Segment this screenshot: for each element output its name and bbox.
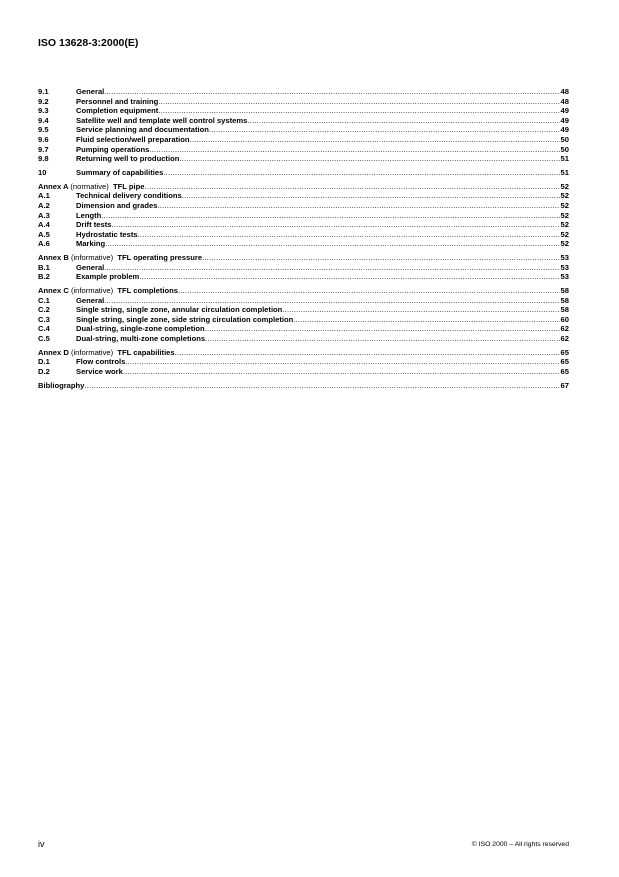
toc-title: Completion equipment [76, 106, 159, 116]
toc-number: A.6 [38, 239, 50, 249]
toc-number: 9.4 [38, 115, 49, 125]
toc-number: 9.2 [38, 96, 49, 106]
toc-number: A.3 [38, 210, 50, 220]
toc-entry[interactable] [38, 334, 569, 344]
toc-title: Single string, single zone, annular circulation completion [76, 305, 283, 315]
toc-entry[interactable] [38, 201, 569, 211]
toc-title: Service work [76, 366, 123, 376]
toc-title: Dual-string, multi-zone completions [76, 334, 206, 343]
toc-title: Dimension and grades [76, 200, 158, 210]
toc-title: Example problem [76, 272, 140, 282]
toc-page: 52 [560, 200, 569, 210]
toc-entry[interactable] [38, 154, 569, 164]
toc-title: Fluid selection/well preparation [76, 134, 190, 144]
toc-page: 58 [560, 305, 569, 315]
toc-entry[interactable] [38, 263, 569, 273]
toc-title: TFL capabilities [117, 347, 175, 357]
toc-page: 48 [560, 96, 569, 106]
toc-page: 53 [560, 272, 569, 282]
toc-page: 65 [560, 366, 569, 376]
toc-page: 58 [560, 286, 569, 296]
toc-number: 9.3 [38, 106, 49, 116]
toc-number: B.1 [38, 262, 50, 272]
toc-page: 52 [560, 181, 569, 191]
toc-title: Length [76, 210, 102, 220]
toc-annex-entry[interactable] [38, 348, 569, 358]
toc-number: C.4 [38, 324, 50, 334]
toc-page: 51 [560, 167, 569, 177]
toc-entry[interactable] [38, 87, 569, 97]
toc-title: Satellite well and template well control systems [76, 115, 248, 125]
annex-qualifier: (informative) [70, 347, 114, 357]
toc-title: General [76, 295, 105, 305]
toc-title: Personnel and training [76, 96, 159, 106]
toc-number: C.1 [38, 295, 50, 305]
toc-entry[interactable] [38, 125, 569, 135]
toc-page: 53 [560, 253, 569, 263]
toc-entry[interactable] [38, 116, 569, 126]
toc-page: 58 [560, 295, 569, 305]
toc-title: Pumping operations [76, 144, 150, 154]
toc-page: 50 [560, 134, 569, 144]
toc-page: 62 [560, 334, 569, 343]
toc-title: General [76, 262, 105, 272]
toc-page: 67 [560, 380, 569, 390]
annex-label: Annex D [38, 347, 69, 357]
toc-title: Single string, single zone, side string circulation completion [76, 314, 294, 324]
toc-page: 49 [560, 115, 569, 125]
annex-label: Annex A [38, 181, 69, 191]
toc-title: TFL pipe [113, 181, 145, 191]
annex-label: Annex C [38, 286, 69, 296]
toc-page: 51 [560, 154, 569, 164]
annex-qualifier: (informative) [70, 286, 114, 296]
toc-entry[interactable] [38, 239, 569, 249]
toc-entry[interactable] [38, 220, 569, 230]
toc-entry[interactable] [38, 211, 569, 221]
toc-page: 50 [560, 144, 569, 154]
toc-entry[interactable] [38, 191, 569, 201]
toc-entry[interactable] [38, 315, 569, 325]
toc-entry[interactable] [38, 357, 569, 367]
toc-title: Flow controls [76, 357, 126, 367]
toc-number: A.4 [38, 220, 50, 230]
toc-page: 49 [560, 106, 569, 116]
toc-entry[interactable] [38, 168, 569, 178]
copyright-notice: © ISO 2000 – All rights reserved [471, 841, 569, 848]
toc-page: 62 [560, 324, 569, 334]
toc-title: TFL operating pressure [117, 253, 203, 263]
toc-page: 65 [560, 357, 569, 367]
toc-title: Bibliography [38, 380, 85, 390]
toc-entry[interactable] [38, 296, 569, 306]
toc-entry[interactable] [38, 230, 569, 240]
annex-qualifier: (informative) [70, 253, 114, 263]
toc-title: Technical delivery conditions [76, 191, 182, 201]
toc-entry[interactable] [38, 145, 569, 155]
annex-label: Annex B [38, 253, 69, 263]
toc-title: General [76, 87, 105, 96]
toc-title: Drift tests [76, 220, 112, 230]
toc-number: C.5 [38, 334, 50, 343]
toc-page: 48 [560, 87, 569, 96]
toc-entry-bibliography[interactable] [38, 381, 569, 391]
toc-title: Dual-string, single-zone completion [76, 324, 205, 334]
toc-entry[interactable] [38, 324, 569, 334]
toc-entry[interactable] [38, 305, 569, 315]
toc-number: 9.8 [38, 154, 49, 164]
toc-title: Service planning and documentation [76, 125, 209, 135]
toc-title: Hydrostatic tests [76, 229, 138, 239]
toc-number: A.1 [38, 191, 50, 201]
toc-page: 52 [560, 191, 569, 201]
page-number: iv [38, 839, 45, 849]
toc-title: Returning well to production [76, 154, 180, 164]
toc-number: 9.6 [38, 134, 49, 144]
toc-page: 52 [560, 220, 569, 230]
toc-page: 49 [560, 125, 569, 135]
toc-title: Marking [76, 239, 106, 249]
toc-annex-entry[interactable] [38, 182, 569, 192]
toc-page: 65 [560, 347, 569, 357]
toc-number: 9.1 [38, 87, 49, 96]
toc-annex-entry[interactable] [38, 286, 569, 296]
toc-title: Summary of capabilities [76, 167, 164, 177]
toc-number: A.5 [38, 229, 50, 239]
toc-number: 9.7 [38, 144, 49, 154]
annex-qualifier: (normative) [70, 181, 109, 191]
toc-page: 53 [560, 262, 569, 272]
toc-entry[interactable] [38, 97, 569, 107]
toc-entry[interactable] [38, 106, 569, 116]
table-of-contents [38, 87, 569, 390]
toc-number: A.2 [38, 200, 50, 210]
toc-title: TFL completions [117, 286, 178, 296]
toc-number: 9.5 [38, 125, 49, 135]
document-header: ISO 13628-3:2000(E) [38, 37, 139, 49]
toc-entry[interactable] [38, 367, 569, 377]
toc-number: D.2 [38, 366, 50, 376]
toc-page: 52 [560, 229, 569, 239]
toc-annex-entry[interactable] [38, 253, 569, 263]
toc-page: 60 [560, 314, 569, 324]
toc-number: D.1 [38, 357, 50, 367]
toc-page: 52 [560, 239, 569, 249]
toc-number: C.2 [38, 305, 50, 315]
toc-entry[interactable] [38, 272, 569, 282]
toc-entry[interactable] [38, 135, 569, 145]
toc-page: 52 [560, 210, 569, 220]
toc-number: C.3 [38, 314, 50, 324]
toc-number: 10 [38, 167, 47, 177]
toc-number: B.2 [38, 272, 50, 282]
